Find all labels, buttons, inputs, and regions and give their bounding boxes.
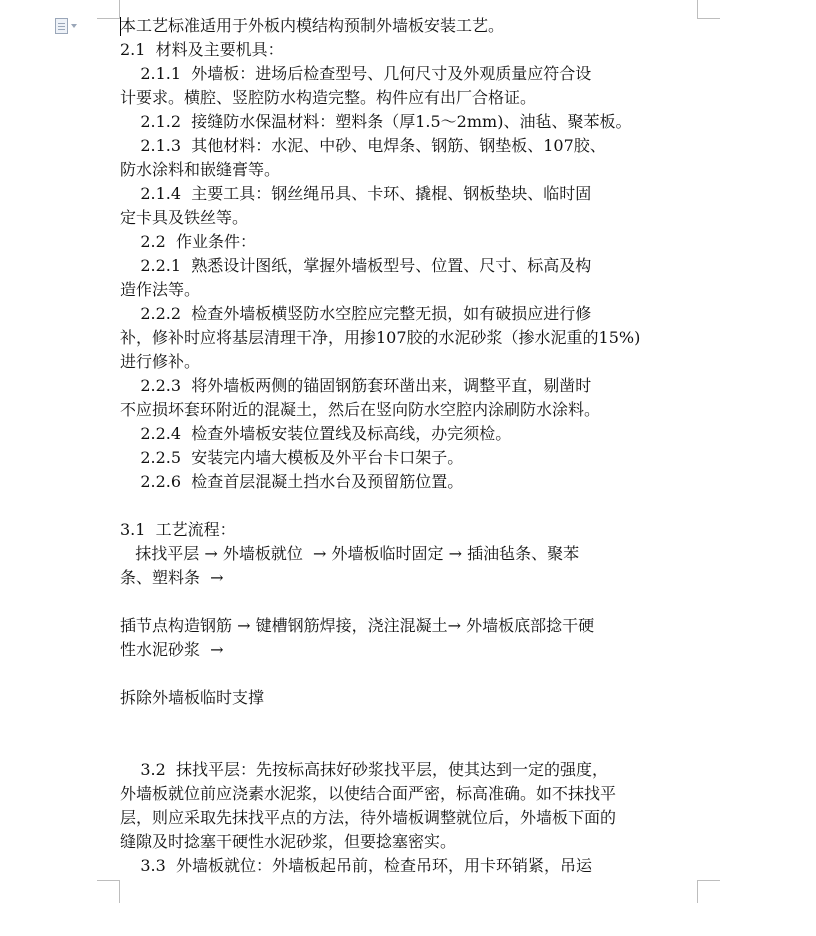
text-line: 2.2 作业条件： (120, 232, 256, 251)
margin-mark-bottom-left (97, 880, 120, 903)
blank-line (120, 494, 696, 518)
text-line: 补，修补时应将基层清理干净，用掺107胶的水泥砂浆（掺水泥重的15%) (120, 328, 641, 347)
text-line: 2.2.4 检查外墙板安装位置线及标高线，办完须检。 (120, 424, 512, 443)
blank-line (120, 734, 696, 758)
text-line: 2.2.3 将外墙板两侧的锚固钢筋套环凿出来，调整平直，剔凿时 (120, 376, 592, 395)
text-line: 2.1.4 主要工具：钢丝绳吊具、卡环、撬棍、钢板垫块、临时固 (120, 184, 592, 203)
text-line: 防水涂料和嵌缝膏等。 (120, 160, 281, 179)
text-line: 3.1 工艺流程： (120, 520, 236, 539)
text-line: 条、塑料条 → (120, 568, 224, 587)
blank-line (120, 590, 696, 614)
margin-mark-top-left (97, 0, 120, 19)
text-line: 拆除外墙板临时支撑 (120, 688, 265, 707)
text-line: 定卡具及铁丝等。 (120, 208, 249, 227)
text-line: 不应损坏套环附近的混凝土，然后在竖向防水空腔内涂刷防水涂料。 (120, 400, 601, 419)
text-line: 2.1 材料及主要机具： (120, 40, 284, 59)
text-line: 3.2 抹找平层：先按标高抹好砂浆找平层，使其达到一定的强度， (120, 760, 608, 779)
text-line: 2.1.1 外墙板：进场后检查型号、几何尺寸及外观质量应符合设 (120, 64, 592, 83)
text-line: 计要求。横腔、竖腔防水构造完整。构件应有出厂合格证。 (120, 88, 537, 107)
document-icon (55, 18, 68, 34)
document-body[interactable] (120, 14, 696, 878)
text-line: 插节点构造钢筋 → 键槽钢筋焊接，浇注混凝土→ 外墙板底部捻干硬 (120, 616, 595, 635)
text-line: 2.1.2 接缝防水保温材料：塑料条（厚1.5～2mm)、油毡、聚苯板。 (120, 112, 632, 131)
text-line: 抹找平层 → 外墙板就位 → 外墙板临时固定 → 插油毡条、聚苯 (120, 544, 580, 563)
text-line: 2.2.1 熟悉设计图纸，掌握外墙板型号、位置、尺寸、标高及构 (120, 256, 592, 275)
blank-line (120, 662, 696, 686)
paragraph-options-button[interactable] (55, 18, 77, 34)
text-line: 缝隙及时捻塞干硬性水泥砂浆，但要捻塞密实。 (120, 832, 457, 851)
text-line: 2.1.3 其他材料：水泥、中砂、电焊条、钢筋、钢垫板、107胶、 (120, 136, 606, 155)
dropdown-caret-icon (71, 24, 77, 28)
text-line: 2.2.6 检查首层混凝土挡水台及预留筋位置。 (120, 472, 464, 491)
blank-line (120, 710, 696, 734)
margin-mark-bottom-right (697, 880, 720, 903)
text-line: 2.2.5 安装完内墙大模板及外平台卡口架子。 (120, 448, 464, 467)
text-line: 外墙板就位前应浇素水泥浆，以使结合面严密，标高准确。如不抹找平 (120, 784, 617, 803)
text-line: 性水泥砂浆 → (120, 640, 224, 659)
text-line: 2.2.2 检查外墙板横竖防水空腔应完整无损，如有破损应进行修 (120, 304, 592, 323)
text-line: 本工艺标准适用于外板内模结构预制外墙板安装工艺。 (120, 16, 505, 35)
text-line: 层，则应采取先抹找平点的方法，待外墙板调整就位后，外墙板下面的 (120, 808, 617, 827)
text-line: 进行修补。 (120, 352, 201, 371)
text-line: 造作法等。 (120, 280, 201, 299)
text-line: 3.3 外墙板就位：外墙板起吊前，检查吊环，用卡环销紧，吊运 (120, 856, 592, 875)
margin-mark-top-right (697, 0, 720, 19)
